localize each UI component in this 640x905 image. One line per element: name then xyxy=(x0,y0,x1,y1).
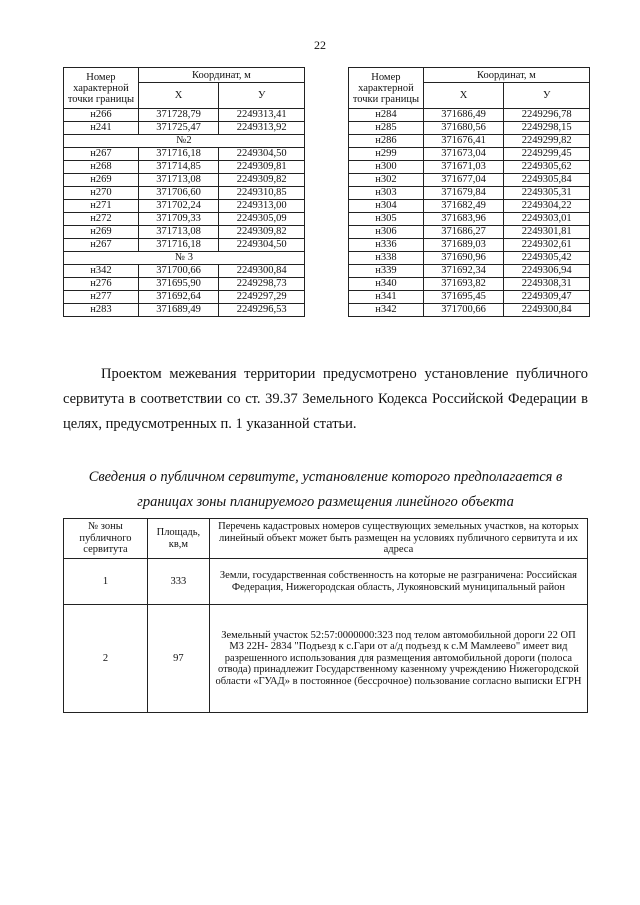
point-id: н340 xyxy=(349,278,424,291)
coord-x: 371689,49 xyxy=(138,304,219,317)
header-coordinates: Координат, м xyxy=(138,68,304,83)
point-id: н286 xyxy=(349,135,424,148)
coord-x: 371702,24 xyxy=(138,200,219,213)
table-row xyxy=(64,226,305,239)
section-label: № 3 xyxy=(64,252,305,265)
coord-y: 2249305,62 xyxy=(504,161,590,174)
coord-x: 371679,84 xyxy=(423,187,504,200)
table-row xyxy=(349,239,590,252)
point-id: н270 xyxy=(64,187,139,200)
table-row xyxy=(64,252,305,265)
header-x: X xyxy=(423,83,504,109)
coord-y: 2249305,31 xyxy=(504,187,590,200)
point-id: н271 xyxy=(64,200,139,213)
point-id: н300 xyxy=(349,161,424,174)
table-row xyxy=(349,291,590,304)
coord-y: 2249296,78 xyxy=(504,109,590,122)
coord-x: 371695,45 xyxy=(423,291,504,304)
coord-y: 2249306,94 xyxy=(504,265,590,278)
coord-y: 2249303,01 xyxy=(504,213,590,226)
coord-x: 371677,04 xyxy=(423,174,504,187)
servitude-area-1: 333 xyxy=(147,559,209,605)
point-id: н267 xyxy=(64,148,139,161)
table-row xyxy=(64,291,305,304)
coord-x: 371692,34 xyxy=(423,265,504,278)
point-id: н338 xyxy=(349,252,424,265)
coord-y: 2249313,00 xyxy=(219,200,305,213)
coord-x: 371686,49 xyxy=(423,109,504,122)
table-row xyxy=(349,109,590,122)
table-row xyxy=(64,122,305,135)
point-id: н267 xyxy=(64,239,139,252)
servitude-title-line1: Сведения о публичном сервитуте, установление которого предполагается в xyxy=(88,469,563,485)
point-id: н268 xyxy=(64,161,139,174)
table-row xyxy=(349,265,590,278)
point-id: н336 xyxy=(349,239,424,252)
coord-y: 2249313,92 xyxy=(219,122,305,135)
table-row xyxy=(349,304,590,317)
point-id: н305 xyxy=(349,213,424,226)
table-row xyxy=(64,109,305,122)
table-row xyxy=(64,200,305,213)
coord-x: 371725,47 xyxy=(138,122,219,135)
coord-x: 371690,96 xyxy=(423,252,504,265)
paragraph-text: Проектом межевания территории предусмотрено установление публичного сервитута в соответствии со ст. 39.37 Земельного Кодекса Российской Федерации в целях, предусмотренных п. 1 указанной статьи. xyxy=(63,366,588,432)
coord-x: 371714,85 xyxy=(138,161,219,174)
table-row xyxy=(349,278,590,291)
coord-y: 2249309,82 xyxy=(219,174,305,187)
table-row xyxy=(349,252,590,265)
table-row xyxy=(349,174,590,187)
coord-y: 2249298,73 xyxy=(219,278,305,291)
point-id: н269 xyxy=(64,174,139,187)
point-id: н304 xyxy=(349,200,424,213)
coord-x: 371682,49 xyxy=(423,200,504,213)
point-id: н276 xyxy=(64,278,139,291)
point-id: н299 xyxy=(349,148,424,161)
coord-y: 2249309,47 xyxy=(504,291,590,304)
table-row xyxy=(349,161,590,174)
table-row xyxy=(64,304,305,317)
coord-x: 371728,79 xyxy=(138,109,219,122)
table-row xyxy=(349,187,590,200)
coord-x: 371695,90 xyxy=(138,278,219,291)
coord-x: 371683,96 xyxy=(423,213,504,226)
coord-y: 2249305,09 xyxy=(219,213,305,226)
servitude-title-line2: границах зоны планируемого размещения линейного объекта xyxy=(137,494,514,510)
coord-y: 2249305,84 xyxy=(504,174,590,187)
servitude-desc-1: Земли, государственная собственность на которые не разграничена: Российская Федерация, Нижегородская область, Лукояновский муниципальный район xyxy=(209,559,587,605)
coord-y: 2249309,81 xyxy=(219,161,305,174)
coord-y: 2249300,84 xyxy=(504,304,590,317)
point-id: н284 xyxy=(349,109,424,122)
coord-y: 2249299,45 xyxy=(504,148,590,161)
coord-x: 371706,60 xyxy=(138,187,219,200)
coordinates-table-left xyxy=(63,67,305,317)
table-row xyxy=(349,148,590,161)
coord-x: 371671,03 xyxy=(423,161,504,174)
coord-x: 371692,64 xyxy=(138,291,219,304)
servitude-area-2: 97 xyxy=(147,605,209,713)
table-row xyxy=(64,278,305,291)
page-number: 22 xyxy=(314,38,326,52)
coord-x: 371713,08 xyxy=(138,174,219,187)
table-row xyxy=(64,213,305,226)
coord-x: 371716,18 xyxy=(138,148,219,161)
coord-y: 2249305,42 xyxy=(504,252,590,265)
point-id: н306 xyxy=(349,226,424,239)
table-row xyxy=(64,239,305,252)
coord-x: 371700,66 xyxy=(423,304,504,317)
table-row xyxy=(349,135,590,148)
coord-y: 2249296,53 xyxy=(219,304,305,317)
coord-y: 2249302,61 xyxy=(504,239,590,252)
coord-y: 2249308,31 xyxy=(504,278,590,291)
coord-x: 371709,33 xyxy=(138,213,219,226)
point-id: н285 xyxy=(349,122,424,135)
coord-x: 371676,41 xyxy=(423,135,504,148)
servitude-desc-2: Земельный участок 52:57:0000000:323 под телом автомобильной дороги 22 ОП МЗ 22Н- 2834 "Подъезд к с.Гари от а/д подъезд к с.М Мамлеево" имеет вид разрешенного использования для размещения автомобильной дороги (полоса отвода) принадлежит Государственному казенному учреждению Нижегородской области «ГУАД» в постоянное (бессрочное) пользование согласно выписки ЕГРН xyxy=(209,605,587,713)
header-x: X xyxy=(138,83,219,109)
coord-y: 2249301,81 xyxy=(504,226,590,239)
table-row xyxy=(64,265,305,278)
section-label: №2 xyxy=(64,135,305,148)
coord-x: 371716,18 xyxy=(138,239,219,252)
coordinates-table-right xyxy=(348,67,590,317)
servitude-zone-1: 1 xyxy=(64,559,148,605)
header-y: У xyxy=(504,83,590,109)
point-id: н266 xyxy=(64,109,139,122)
coord-x: 371686,27 xyxy=(423,226,504,239)
point-id: н241 xyxy=(64,122,139,135)
table-row xyxy=(64,161,305,174)
table-row xyxy=(64,148,305,161)
coord-x: 371673,04 xyxy=(423,148,504,161)
point-id: н272 xyxy=(64,213,139,226)
table-row xyxy=(64,174,305,187)
coord-x: 371689,03 xyxy=(423,239,504,252)
point-id: н341 xyxy=(349,291,424,304)
header-y: У xyxy=(219,83,305,109)
table-row xyxy=(349,213,590,226)
point-id: н269 xyxy=(64,226,139,239)
table-row xyxy=(64,135,305,148)
coord-y: 2249304,50 xyxy=(219,239,305,252)
table-row xyxy=(64,187,305,200)
servitude-header-zone: № зоны публичного сервитута xyxy=(64,519,148,559)
point-id: н302 xyxy=(349,174,424,187)
table-row xyxy=(349,200,590,213)
coord-x: 371700,66 xyxy=(138,265,219,278)
table-row xyxy=(349,122,590,135)
servitude-table xyxy=(63,518,588,713)
servitude-paragraph xyxy=(63,362,588,437)
coord-y: 2249309,82 xyxy=(219,226,305,239)
coord-x: 371713,08 xyxy=(138,226,219,239)
point-id: н277 xyxy=(64,291,139,304)
coord-x: 371693,82 xyxy=(423,278,504,291)
header-point-number: Номер характерной точки границы xyxy=(64,68,139,109)
point-id: н339 xyxy=(349,265,424,278)
coord-y: 2249313,41 xyxy=(219,109,305,122)
point-id: н342 xyxy=(64,265,139,278)
servitude-zone-2: 2 xyxy=(64,605,148,713)
servitude-header-area: Площадь, кв,м xyxy=(147,519,209,559)
coord-y: 2249304,50 xyxy=(219,148,305,161)
table-row xyxy=(349,226,590,239)
servitude-header-list: Перечень кадастровых номеров существующих земельных участков, на которых линейный объект может быть размещен на условиях публичного сервитута и их адреса xyxy=(209,519,587,559)
coord-y: 2249304,22 xyxy=(504,200,590,213)
header-coordinates: Координат, м xyxy=(423,68,589,83)
point-id: н283 xyxy=(64,304,139,317)
coord-y: 2249298,15 xyxy=(504,122,590,135)
coord-y: 2249300,84 xyxy=(219,265,305,278)
coord-y: 2249310,85 xyxy=(219,187,305,200)
coord-y: 2249297,29 xyxy=(219,291,305,304)
coord-x: 371680,56 xyxy=(423,122,504,135)
coord-y: 2249299,82 xyxy=(504,135,590,148)
point-id: н342 xyxy=(349,304,424,317)
point-id: н303 xyxy=(349,187,424,200)
header-point-number: Номер характерной точки границы xyxy=(349,68,424,109)
